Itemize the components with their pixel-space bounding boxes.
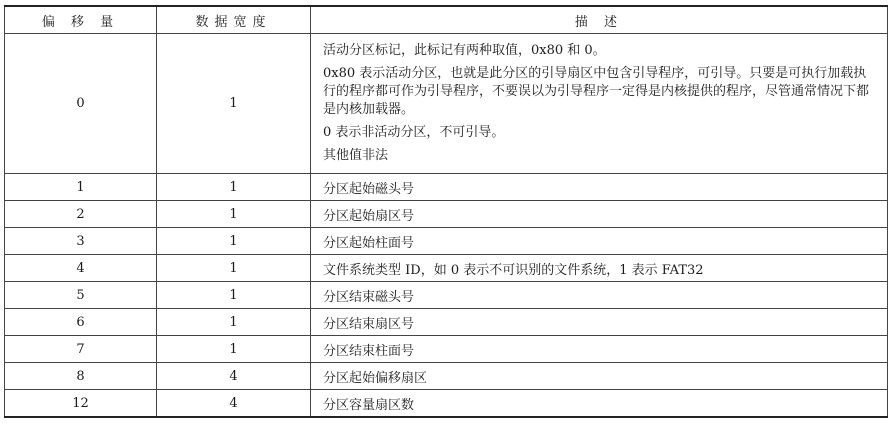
offset-cell: 0 (5, 34, 157, 174)
width-cell: 1 (157, 309, 311, 336)
table-row (5, 174, 888, 201)
table-row (5, 34, 888, 174)
header-data-width: 数据宽度 (157, 6, 311, 34)
table-row (5, 336, 888, 363)
offset-cell: 12 (5, 390, 157, 418)
width-cell: 1 (157, 34, 311, 174)
description-cell: 分区起始磁头号 (311, 174, 888, 201)
width-cell: 1 (157, 255, 311, 282)
width-cell: 4 (157, 390, 311, 418)
description-cell: 分区容量扇区数 (311, 390, 888, 418)
offset-cell: 7 (5, 336, 157, 363)
description-paragraph: 0 表示非活动分区，不可引导。 (323, 125, 505, 140)
table-row (5, 282, 888, 309)
header-description: 描 述 (311, 6, 888, 34)
table-row (5, 390, 888, 418)
description-cell: 分区起始扇区号 (311, 201, 888, 228)
offset-cell: 4 (5, 255, 157, 282)
partition-entry-table (4, 5, 888, 418)
description-cell: 文件系统类型 ID，如 0 表示不可识别的文件系统，1 表示 FAT32 (311, 255, 888, 282)
description-cell: 分区起始偏移扇区 (311, 363, 888, 390)
description-cell (311, 34, 888, 174)
width-cell: 1 (157, 228, 311, 255)
table-row (5, 228, 888, 255)
description-cell: 分区结束磁头号 (311, 282, 888, 309)
table-row (5, 309, 888, 336)
offset-cell: 1 (5, 174, 157, 201)
width-cell: 1 (157, 201, 311, 228)
header-offset: 偏 移 量 (5, 6, 157, 34)
description-paragraph: 0x80 表示活动分区，也就是此分区的引导扇区中包含引导程序，可引导。只要是可执行加载执行的程序都可作为引导程序，不要误以为引导程序一定得是内核提供的程序，尽管通常情况下都是内核加载器。 (323, 66, 870, 117)
table-row (5, 363, 888, 390)
description-cell: 分区结束柱面号 (311, 336, 888, 363)
table-row (5, 201, 888, 228)
offset-cell: 2 (5, 201, 157, 228)
table-row (5, 255, 888, 282)
offset-cell: 3 (5, 228, 157, 255)
description-paragraph: 活动分区标记，此标记有两种取值，0x80 和 0。 (323, 43, 606, 58)
table-header-row (5, 6, 888, 34)
width-cell: 1 (157, 282, 311, 309)
offset-cell: 6 (5, 309, 157, 336)
offset-cell: 8 (5, 363, 157, 390)
width-cell: 1 (157, 336, 311, 363)
description-cell: 分区结束扇区号 (311, 309, 888, 336)
width-cell: 4 (157, 363, 311, 390)
description-paragraph: 其他值非法 (323, 148, 389, 163)
width-cell: 1 (157, 174, 311, 201)
description-cell: 分区起始柱面号 (311, 228, 888, 255)
offset-cell: 5 (5, 282, 157, 309)
